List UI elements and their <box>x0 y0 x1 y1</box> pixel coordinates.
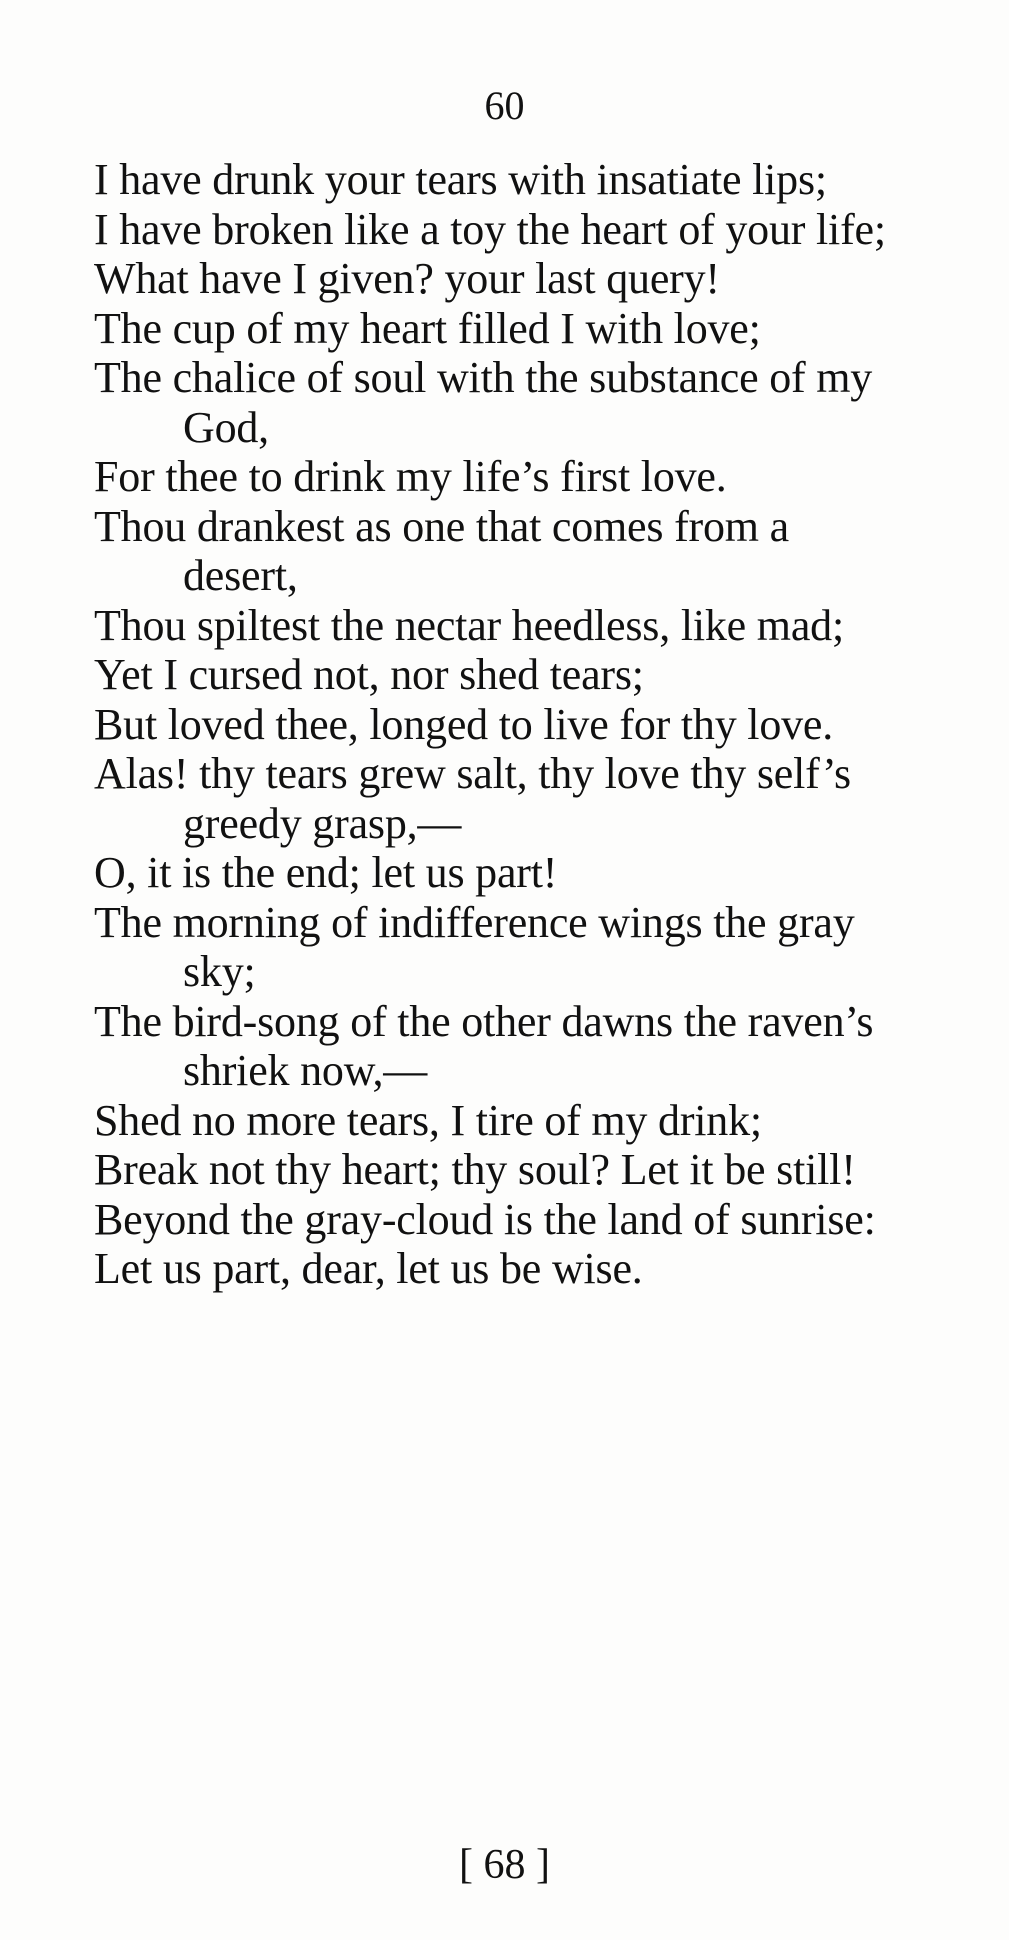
poem-line: Alas! thy tears grew salt, thy love thy self’s <box>94 749 851 798</box>
poem-line: For thee to drink my life’s first love. <box>94 452 727 501</box>
poem-line: I have drunk your tears with insatiate lips; <box>94 155 827 204</box>
poem-line: The chalice of soul with the substance of my <box>94 353 873 402</box>
poem-line-continuation: desert, <box>183 551 298 600</box>
poem-line: Beyond the gray-cloud is the land of sunrise: <box>94 1194 876 1244</box>
poem-line-continuation: shriek now,— <box>183 1046 428 1095</box>
poem-line-continuation: sky; <box>183 947 256 996</box>
poem-line: The cup of my heart filled I with love; <box>94 303 761 353</box>
poem-line: The morning of indifference wings the gray <box>94 897 855 947</box>
poem-line: O, it is the end; let us part! <box>94 848 558 897</box>
poem-line: I have broken like a toy the heart of your life; <box>94 204 886 254</box>
poem-line: The bird-song of the other dawns the raven’s <box>94 996 874 1046</box>
poem-line: But loved thee, longed to live for thy love. <box>94 699 834 749</box>
poem-line-continuation: greedy grasp,— <box>183 798 462 848</box>
poem-line: Thou drankest as one that comes from a <box>94 501 789 551</box>
poem-line: Let us part, dear, let us be wise. <box>94 1244 643 1293</box>
poem-line: What have I given? your last query! <box>94 254 720 303</box>
poem-number: 60 <box>484 83 525 128</box>
poem-line-continuation: God, <box>183 402 269 452</box>
poem-line: Yet I cursed not, nor shed tears; <box>94 650 644 699</box>
poem-body <box>94 155 994 1294</box>
poem-line: Break not thy heart; thy soul? Let it be still! <box>94 1145 856 1194</box>
poem-line: Thou spiltest the nectar heedless, like mad; <box>94 600 844 650</box>
poem-line: Shed no more tears, I tire of my drink; <box>94 1095 762 1145</box>
page-number: [ 68 ] <box>459 1842 550 1888</box>
